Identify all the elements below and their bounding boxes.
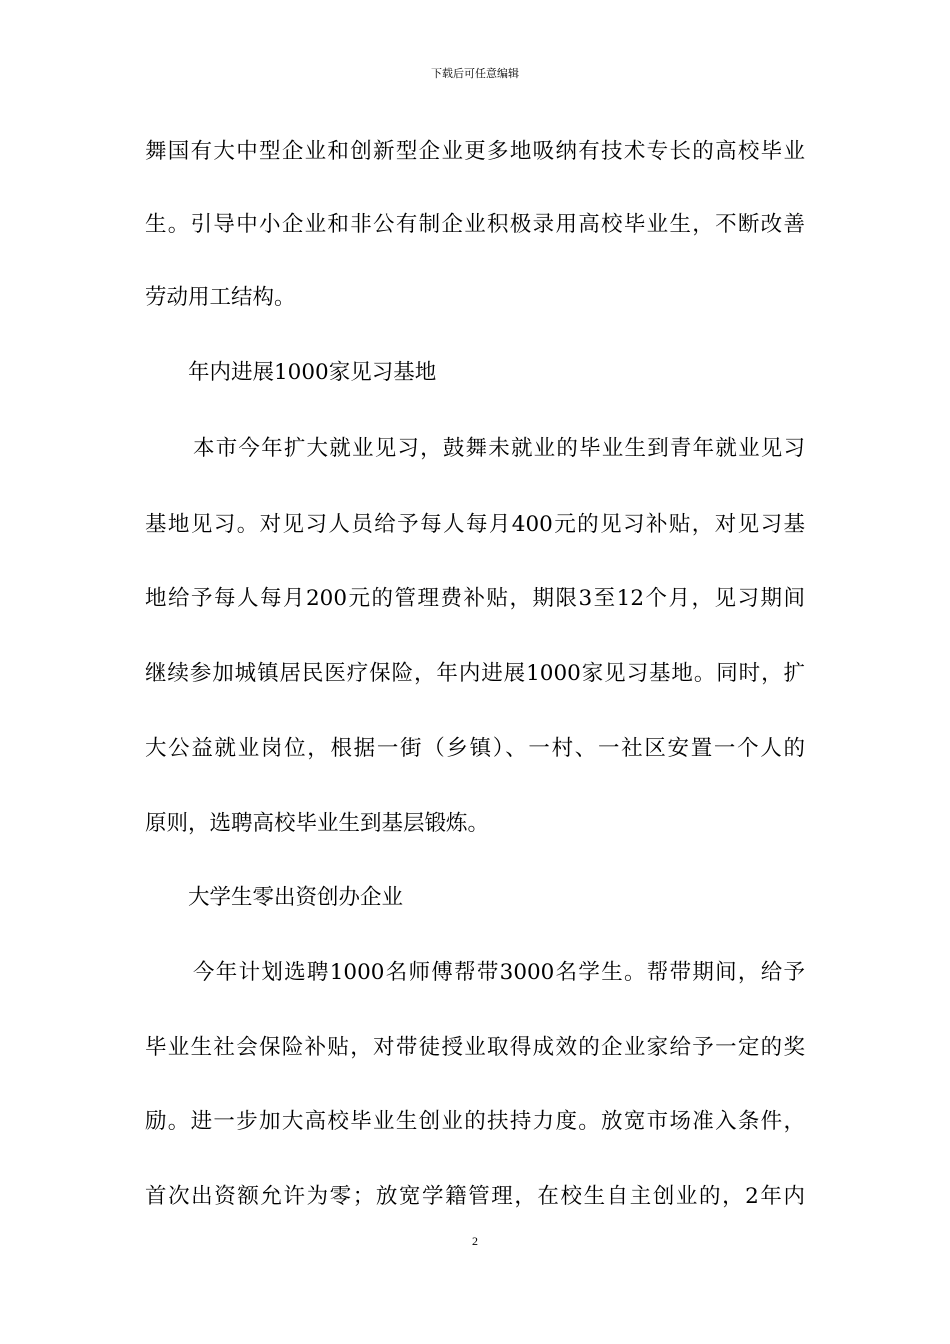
body-text-line: 原则，选聘高校毕业生到基层锻炼。 xyxy=(145,811,490,836)
section-heading: 年内进展1000家见习基地 xyxy=(188,360,437,385)
body-text-line: 生。引导中小企业和非公有制企业积极录用高校毕业生，不断改善 xyxy=(145,212,805,237)
body-text-line: 舞国有大中型企业和创新型企业更多地吸纳有技术专长的高校毕业 xyxy=(145,139,805,164)
body-text-line: 首次出资额允许为零；放宽学籍管理，在校生自主创业的，2年内 xyxy=(145,1184,805,1209)
body-text-line: 本市今年扩大就业见习，鼓舞未就业的毕业生到青年就业见习 xyxy=(193,436,805,461)
body-text-line: 励。进一步加大高校毕业生创业的扶持力度。放宽市场准入条件， xyxy=(145,1109,805,1134)
body-text-line: 今年计划选聘1000名师傅帮带3000名学生。帮带期间，给予 xyxy=(193,960,805,985)
page-number: 2 xyxy=(472,1234,478,1248)
body-text-line: 地给予每人每月200元的管理费补贴，期限3至12个月，见习期间 xyxy=(145,586,805,611)
body-text-line: 继续参加城镇居民医疗保险，年内进展1000家见习基地。同时，扩 xyxy=(145,661,805,686)
body-text-line: 劳动用工结构。 xyxy=(145,285,296,310)
body-text-line: 基地见习。对见习人员给予每人每月400元的见习补贴，对见习基 xyxy=(145,512,805,537)
page-header: 下载后可任意编辑 xyxy=(431,67,519,80)
section-heading: 大学生零出资创办企业 xyxy=(188,885,404,910)
body-text-line: 大公益就业岗位，根据一街（乡镇）、一村、一社区安置一个人的 xyxy=(145,736,805,761)
body-text-line: 毕业生社会保险补贴，对带徒授业取得成效的企业家给予一定的奖 xyxy=(145,1035,805,1060)
